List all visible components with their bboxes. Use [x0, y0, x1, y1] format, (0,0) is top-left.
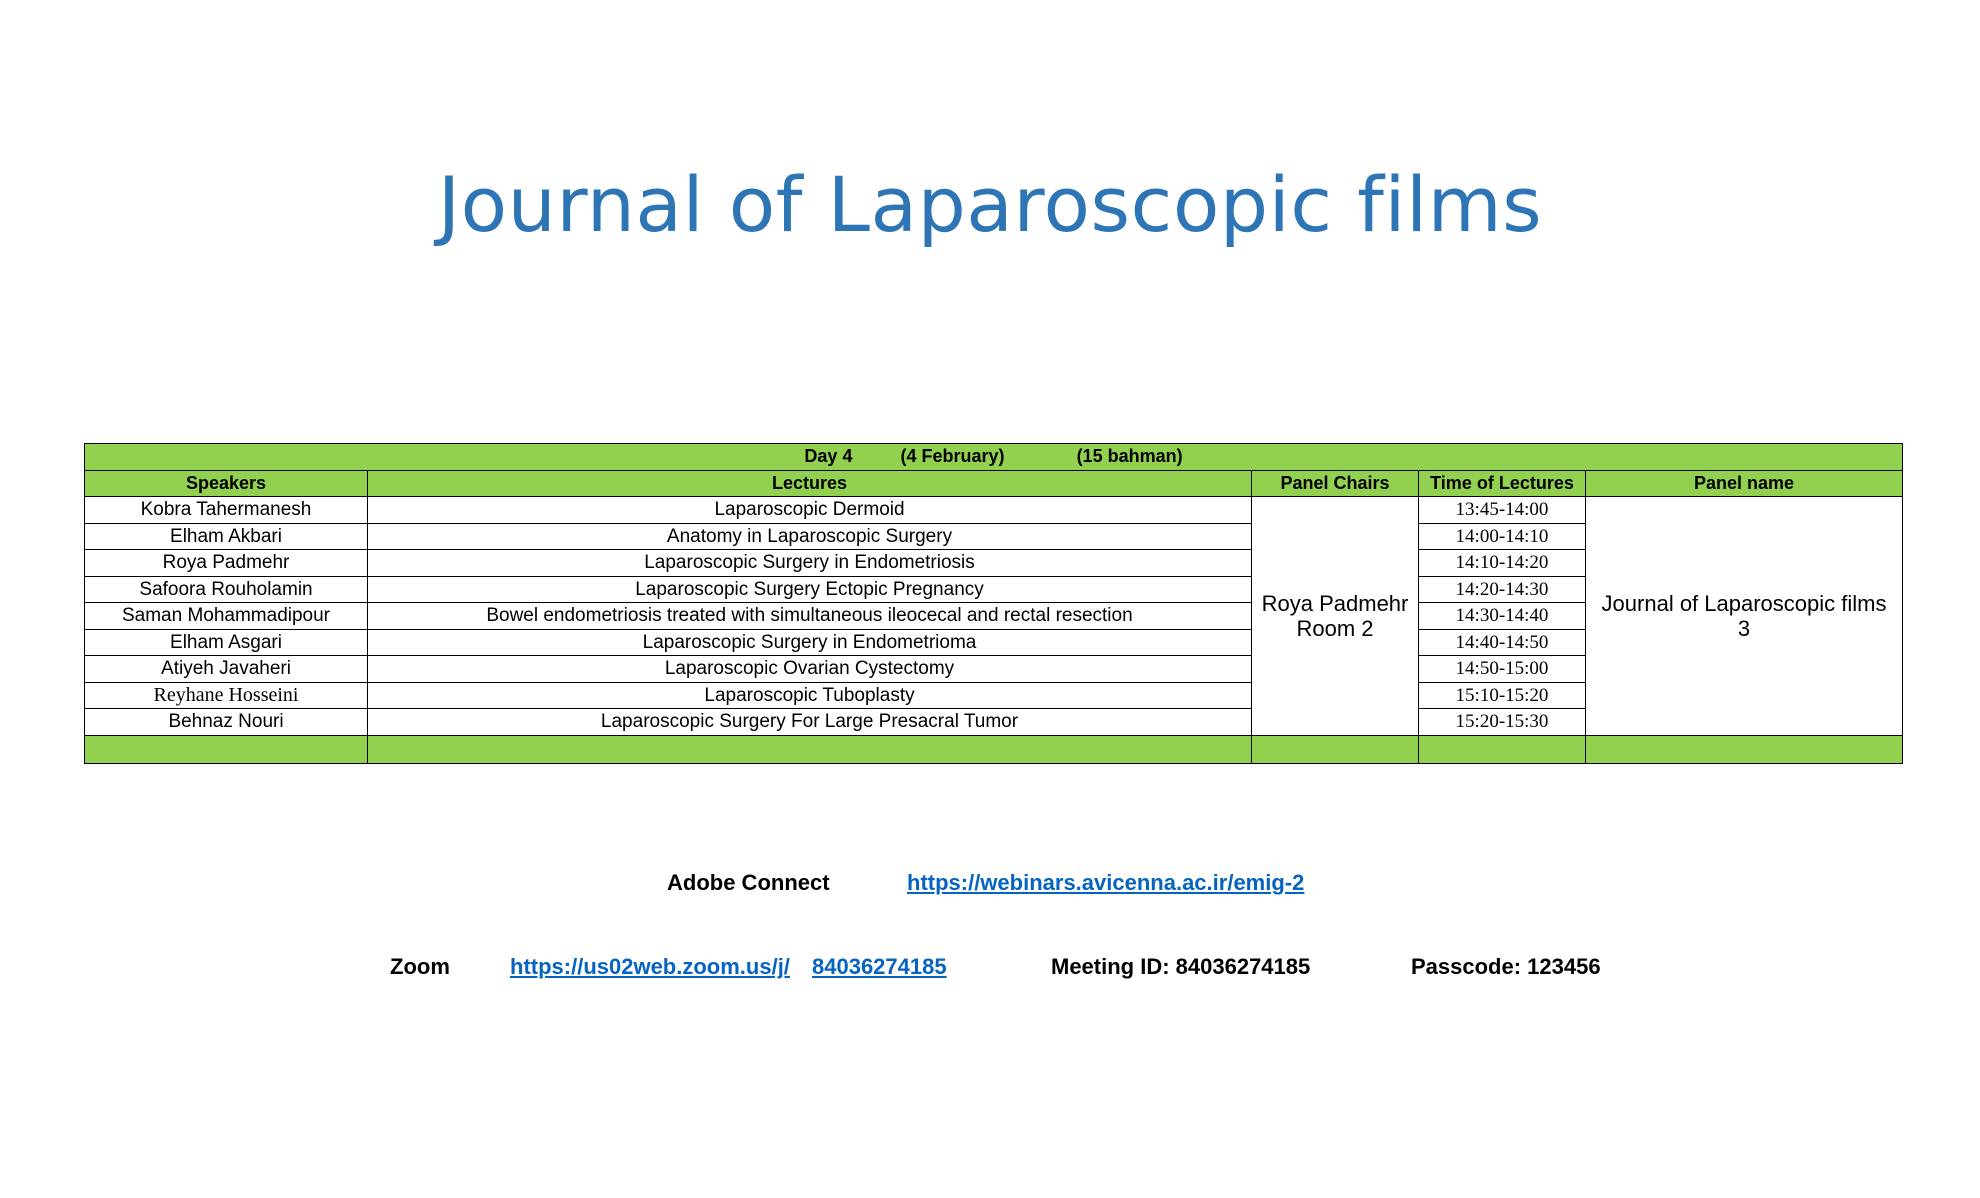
schedule-table	[84, 443, 1903, 764]
speaker-cell: Roya Padmehr	[85, 550, 368, 577]
zoom-label: Zoom	[390, 954, 450, 979]
time-cell: 14:50-15:00	[1419, 656, 1586, 683]
time-cell: 13:45-14:00	[1419, 497, 1586, 524]
lecture-cell: Laparoscopic Surgery in Endometrioma	[368, 629, 1252, 656]
lecture-cell: Laparoscopic Dermoid	[368, 497, 1252, 524]
time-cell: 14:30-14:40	[1419, 603, 1586, 630]
speaker-cell: Kobra Tahermanesh	[85, 497, 368, 524]
time-cell: 14:20-14:30	[1419, 576, 1586, 603]
panel-name-cell	[1586, 497, 1903, 736]
table-row	[85, 497, 1903, 524]
col-header-lectures: Lectures	[368, 470, 1252, 497]
lecture-cell: Laparoscopic Surgery in Endometriosis	[368, 550, 1252, 577]
time-cell: 15:10-15:20	[1419, 682, 1586, 709]
speaker-cell: Behnaz Nouri	[85, 709, 368, 736]
lecture-cell: Laparoscopic Tuboplasty	[368, 682, 1252, 709]
zoom-link[interactable]: https://us02web.zoom.us/j/	[510, 954, 790, 979]
time-cell: 14:00-14:10	[1419, 523, 1586, 550]
footer-cell	[368, 735, 1252, 763]
panel-name-text: Journal of Laparoscopic films	[1601, 590, 1887, 616]
lecture-cell: Laparoscopic Ovarian Cystectomy	[368, 656, 1252, 683]
adobe-connect-label: Adobe Connect	[667, 870, 830, 895]
panel-chairs-cell	[1252, 497, 1419, 736]
speaker-cell: Saman Mohammadipour	[85, 603, 368, 630]
panel-chair-name: Roya Padmehr	[1261, 590, 1409, 616]
speaker-cell: Elham Akbari	[85, 523, 368, 550]
day-label: Day 4	[804, 446, 853, 467]
footer-cell	[1419, 735, 1586, 763]
adobe-connect-link[interactable]: https://webinars.avicenna.ac.ir/emig-2	[907, 870, 1305, 895]
footer-cell	[85, 735, 368, 763]
day-header-row	[85, 444, 1903, 471]
footer-cell	[1252, 735, 1419, 763]
speaker-cell: Atiyeh Javaheri	[85, 656, 368, 683]
time-cell: 14:10-14:20	[1419, 550, 1586, 577]
panel-number: 3	[1737, 615, 1751, 641]
footer-cell	[1586, 735, 1903, 763]
lecture-cell: Anatomy in Laparoscopic Surgery	[368, 523, 1252, 550]
lecture-cell: Laparoscopic Surgery For Large Presacral Tumor	[368, 709, 1252, 736]
column-header-row	[85, 470, 1903, 497]
speaker-cell: Reyhane Hosseini	[85, 682, 368, 709]
col-header-panel-name: Panel name	[1586, 470, 1903, 497]
panel-room: Room 2	[1296, 615, 1374, 641]
lecture-cell: Laparoscopic Surgery Ectopic Pregnancy	[368, 576, 1252, 603]
time-cell: 14:40-14:50	[1419, 629, 1586, 656]
table-footer-row	[85, 735, 1903, 763]
day-header	[85, 444, 1903, 471]
day-persian-date: (15 bahman)	[1076, 446, 1183, 467]
page-title: Journal of Laparoscopic films	[437, 160, 1543, 249]
col-header-speakers: Speakers	[85, 470, 368, 497]
time-cell: 15:20-15:30	[1419, 709, 1586, 736]
speaker-cell: Safoora Rouholamin	[85, 576, 368, 603]
col-header-panel-chairs: Panel Chairs	[1252, 470, 1419, 497]
lecture-cell: Bowel endometriosis treated with simultaneous ileocecal and rectal resection	[368, 603, 1252, 630]
speaker-cell: Elham Asgari	[85, 629, 368, 656]
col-header-time: Time of Lectures	[1419, 470, 1586, 497]
meeting-id: Meeting ID: 84036274185	[1051, 954, 1311, 979]
zoom-meeting-link[interactable]: 84036274185	[812, 954, 947, 979]
passcode: Passcode: 123456	[1411, 954, 1601, 979]
day-date: (4 February)	[900, 446, 1005, 467]
